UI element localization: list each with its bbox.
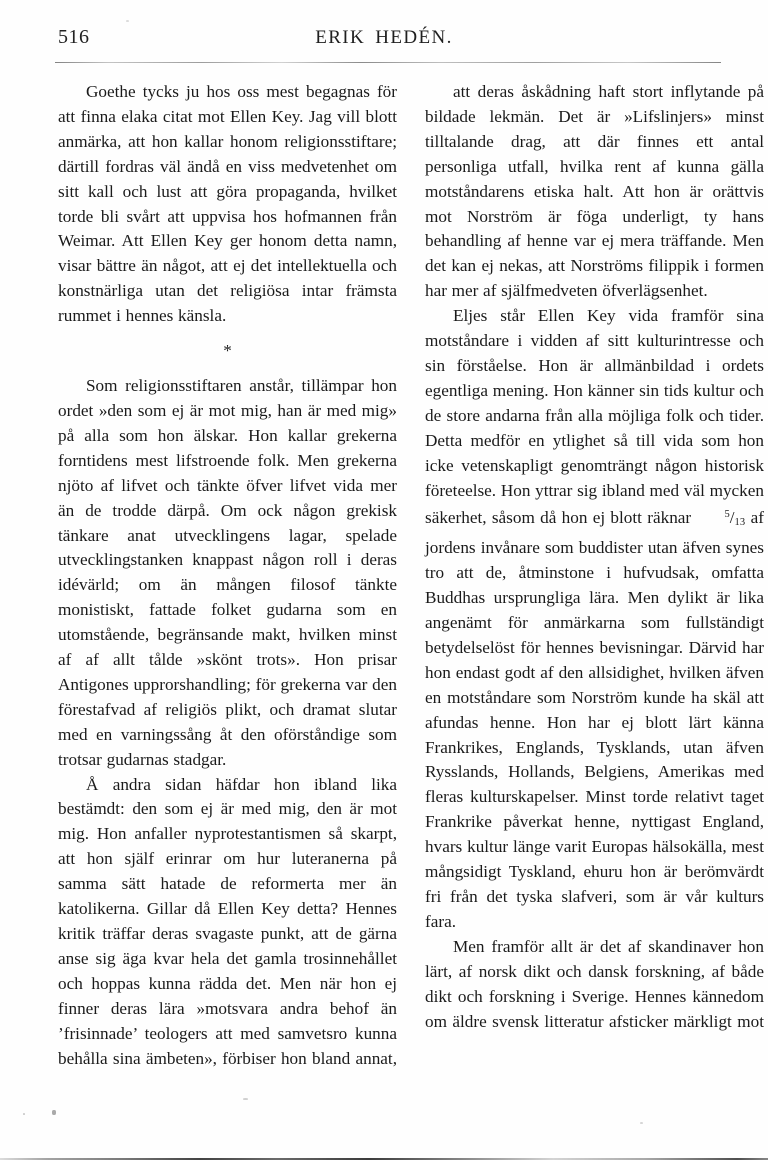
paragraph-with-fraction bbox=[425, 304, 764, 935]
paragraph: Å andra sidan häfdar hon ibland lika bestämdt: den som ej är med mig, den är mot mig. Hon anfaller nyprotestantismen så skarpt, att hon själf erinrar om hur luteranerna på samma sätt hatade de reformerta mer än katolikerna. Gillar då Ellen Key detta? Hennes kritik träffar deras svagaste punkt, att de gärna anse sig äga kvar hela det gamla trosinnehållet och hoppas kunna rädda det. Men när hon ej finner deras lära »motsvara andra behof än ’frisinnade’ teologers att med samvetsro kunna behålla sina ämbeten», förbiser hon bland annat, bbox=[58, 774, 397, 1068]
text-body bbox=[58, 80, 764, 1070]
section-divider-asterisk: * bbox=[223, 341, 232, 361]
scan-speck bbox=[52, 1110, 56, 1115]
paragraph: att deras åskådning haft stort inflytande på bildade lekmän. Det är »Lifslinjers» minst tilltalande drag, att där finnes ett antal personliga utfall, hvilka rent af kunna gälla motståndarens etiska halt. Att hon är orättvis mot Norström är föga underligt, ty hans behandling af henne var ej mera träffande. Men det kan ej nekas, att Norströms filippik i formen har mer af själfmedveten öfverlägsenhet. bbox=[425, 82, 764, 301]
page-title: ERIK HEDÉN. bbox=[315, 27, 453, 48]
page-number: 516 bbox=[58, 26, 90, 48]
paragraph: Som religionsstiftaren anstår, tillämpar hon ordet »den som ej är mot mig, han är med mig» på alla som hon älskar. Hon kallar grekerna forntidens mest lifstroende folk. Men grekerna njöto af lifvet och tänkte öfver lifvet vida mer än de trodde därpå. Om ock någon grekisk tänkare anat utvecklingens lagar, spelade utvecklingstanken knappast någon roll i deras idévärld; om än mången filosof tänkte monistiskt, fattade folket gudarna som en utomstående, begränsande makt, hvilken minst af af allt tålde »skönt trots». Hon prisar Antigones upprorshandling; för grekerna var den förestafvad af religiös plikt, och dramat slutar med en varningssång åt den oförståndige som trotsar gudarnas stadgar. bbox=[58, 376, 397, 769]
header-rule bbox=[55, 62, 721, 63]
paragraph: Men framför allt är det af skandinaver hon lärt, af norsk dikt och dansk forskning, af både dikt och forskning i Sverige. Hennes kännedom om äldre svensk litteratur afsticker märkligt mot bbox=[425, 936, 764, 1031]
scan-speck bbox=[126, 20, 129, 22]
scan-speck bbox=[640, 1122, 643, 1124]
fraction-denominator: 13 bbox=[734, 517, 746, 529]
paragraph-text-before-fraction: Eljes står Ellen Key vida framför sina motståndare i vidden af sitt kulturintresse och sin förståelse. Hon är allmänbildad i ordets egentliga mening. Hon känner sin tids kultur och de store andarna från alla möjliga folk och tider. Detta medför en ytlighet så till vida som hon icke vetenskapligt genomträngt någon historisk företeelse. Hon yttrar sig ibland med väl mycken säkerhet, såsom då hon ej blott räknar bbox=[425, 306, 764, 528]
right-column bbox=[425, 80, 764, 1070]
fraction-five-thirteenths bbox=[696, 503, 745, 536]
scan-speck bbox=[243, 1098, 248, 1100]
fraction-slash: / bbox=[729, 508, 735, 528]
running-head bbox=[58, 26, 710, 56]
paragraph-text-after-fraction: af jordens invånare som buddister utan äfven synes tro att de, åtminstone i hufvudsak, omfatta Buddhas ursprungliga lära. Men dylikt är lika angenämt för anmärkarna som fullständigt betydelselöst för hennes bevisningar. Därvid har hon endast godt af den allsidighet, hvilken äfven en motståndare som Norström kunde ha skäl att afundas henne. Hon har ej blott lärt känna Frankrikes, Englands, Tysklands, utan äfven Rysslands, Hollands, Belgiens, Amerikas med fleras kulturskapelser. Minst torde relativt taget Frankrike påverkat henne, nyttigast England, hvars kultur länge varit Europas hälsokälla, mest mångsidigt Tyskland, ehuru hon är berömvärdt fri från det tyska slafveri, som är vår kulturs fara. bbox=[425, 508, 764, 931]
left-column bbox=[58, 80, 397, 1070]
scan-speck bbox=[23, 1113, 25, 1115]
fraction-numerator: 5 bbox=[724, 509, 730, 521]
paragraph: Goethe tycks ju hos oss mest begagnas för att finna elaka citat mot Ellen Key. Jag vill blott anmärka, att hon kallar honom religionsstiftare; därtill fordras väl ändå en viss medvetenhet om sitt kall och lust att göra propaganda, hvilket torde bli svårt att uppvisa hos hofmannen från Weimar. Att Ellen Key ger honom detta namn, visar bättre än något, att ej det intellektuella och konstnärliga utan det religiösa intar främsta rummet i hennes känsla. bbox=[58, 82, 397, 326]
